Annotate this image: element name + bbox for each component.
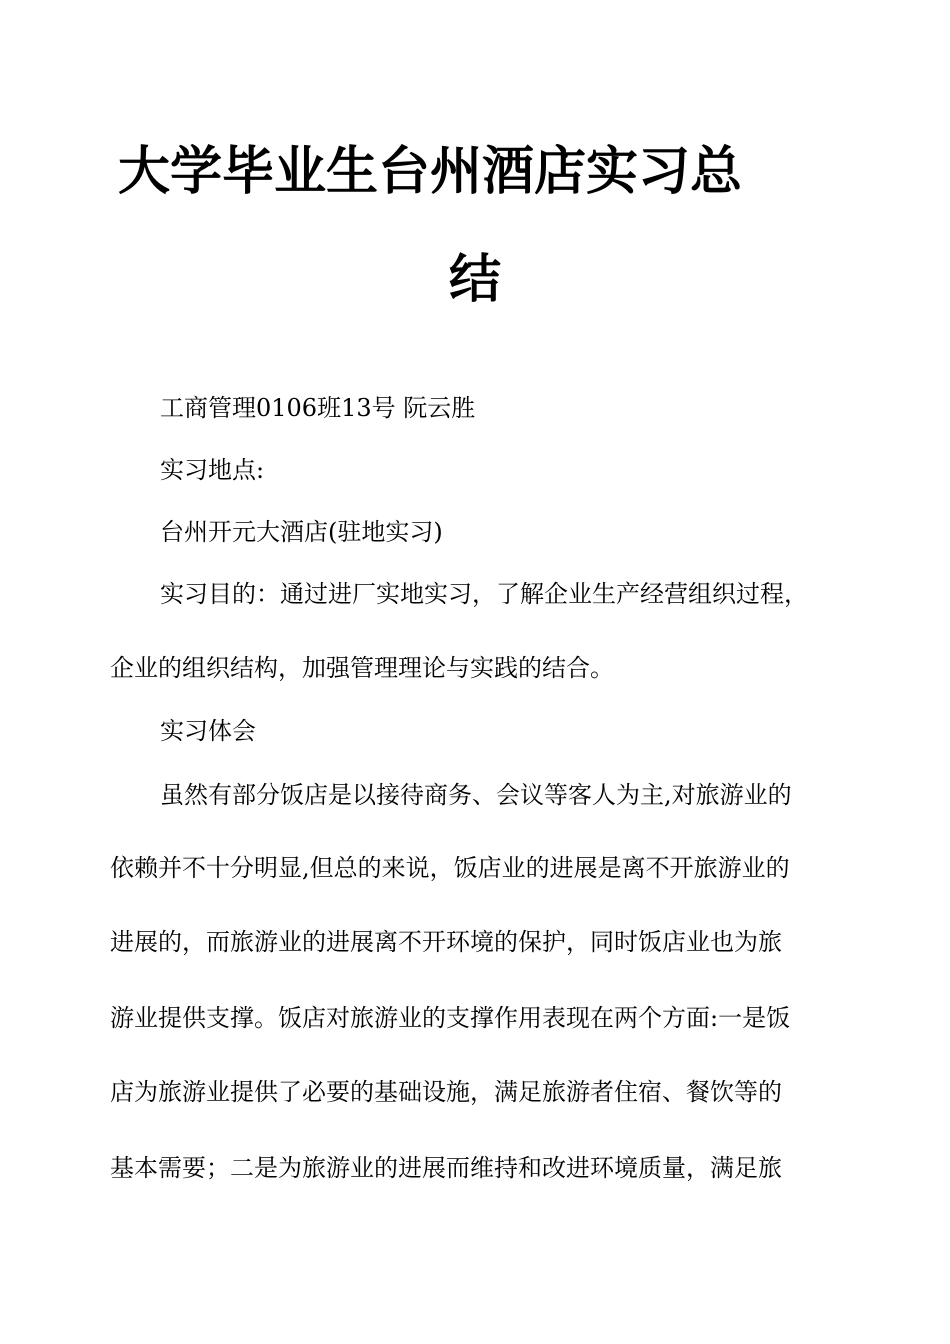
document-title-line-2: 结 bbox=[448, 250, 501, 310]
location-value: 台州开元大酒店(驻地实习) bbox=[160, 518, 443, 546]
body-line-4: 游业提供支撑。饭店对旅游业的支撑作用表现在两个方面:一是饭 bbox=[110, 1004, 791, 1032]
document-title-line-1: 大学毕业生台州酒店实习总 bbox=[118, 142, 743, 202]
body-line-1: 虽然有部分饭店是以接待商务、会议等客人为主,对旅游业的 bbox=[160, 781, 792, 809]
purpose-line-2: 企业的组织结构，加强管理理论与实践的结合。 bbox=[110, 654, 614, 682]
body-line-2: 依赖并不十分明显,但总的来说，饭店业的进展是离不开旅游业的 bbox=[110, 854, 790, 882]
body-line-6: 基本需要；二是为旅游业的进展而维持和改进环境质量，满足旅 bbox=[110, 1154, 782, 1182]
purpose-line-1: 实习目的：通过进厂实地实习，了解企业生产经营组织过程， bbox=[160, 580, 808, 608]
section-heading-experience: 实习体会 bbox=[160, 717, 256, 745]
location-label: 实习地点: bbox=[160, 456, 265, 484]
body-line-3: 进展的，而旅游业的进展离不开环境的保护，同时饭店业也为旅 bbox=[110, 928, 782, 956]
body-line-5: 店为旅游业提供了必要的基础设施，满足旅游者住宿、餐饮等的 bbox=[110, 1078, 782, 1106]
author-line: 工商管理0106班13号 阮云胜 bbox=[160, 394, 476, 422]
